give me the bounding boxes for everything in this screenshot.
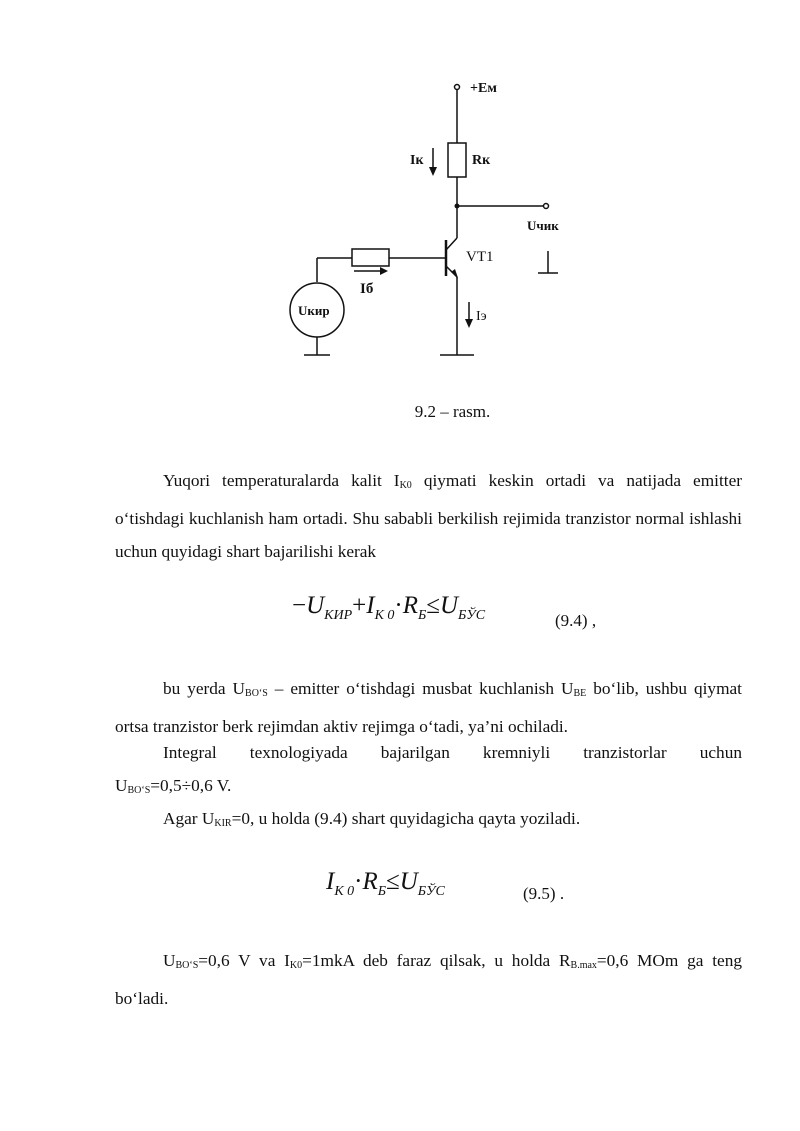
p5-sub-c: B.max — [570, 960, 597, 971]
emitter-arrow-head — [451, 269, 458, 278]
eq2-le: ≤ — [386, 868, 400, 895]
p2-text-b: – emitter o‘tishdagi musbat kuchlanish U — [267, 679, 574, 698]
p3-word-3: bajarilgan — [380, 743, 450, 762]
p1-sub: K0 — [399, 480, 412, 491]
ib-arrow-head — [380, 267, 388, 275]
equation-9-4 — [292, 592, 485, 624]
eq2-i: I — [326, 868, 335, 895]
transistor-collector — [446, 238, 457, 250]
p5-text-c: =1mkA deb faraz qilsak, u holda R — [302, 951, 571, 970]
equation-9-5-number: (9.5) . — [523, 884, 565, 903]
eq1-u2-sub: БЎС — [458, 608, 486, 623]
eq1-r-sub: Б — [417, 608, 427, 623]
output-terminal — [544, 204, 549, 209]
ie-arrow-head — [465, 319, 473, 328]
p5-sub-b: K0 — [289, 960, 303, 971]
eq2-u-sub: БЎС — [417, 884, 445, 899]
p3-l2-text-a: U — [115, 776, 128, 795]
resistor-rk — [448, 143, 466, 177]
p4-text-a: Agar U — [163, 809, 215, 828]
eq2-r: R — [362, 868, 378, 895]
p5-sub-a: BO‘S — [175, 960, 199, 971]
p2-sub-b: BE — [573, 688, 587, 699]
p2-text-a: bu yerda U — [163, 679, 246, 698]
equation-9-5 — [326, 868, 445, 900]
paragraph-2 — [115, 672, 742, 743]
eq1-plus: + — [352, 592, 367, 619]
uout-label: Uчик — [527, 218, 559, 233]
p1-text-b: qiymati keskin ortadi va natijada emitter o‘tishdagi kuchlanish ham ortadi. Shu sababli berkilish rejimida tranzistor normal ishlashi uchun quyidagi shart bajarilishi kerak — [115, 471, 742, 561]
ik-arrow-head — [429, 167, 437, 176]
equation-9-4-number: (9.4) , — [555, 611, 597, 630]
p3-l2-sub: BO‘S — [127, 785, 151, 796]
uin-label: Uкир — [298, 303, 330, 318]
figure-caption: 9.2 – rasm. — [414, 402, 491, 421]
p3-word-2: texnologiyada — [249, 743, 348, 762]
p3-word-5: tranzistorlar — [583, 743, 667, 762]
paragraph-4 — [163, 802, 790, 840]
resistor-rb — [352, 249, 389, 266]
eq1-minus: − — [292, 592, 307, 619]
eq1-u-sub: КИР — [324, 608, 353, 623]
collector-junction — [455, 204, 460, 209]
eq1-i-sub: К 0 — [374, 608, 395, 623]
paragraph-5 — [115, 944, 742, 1015]
paragraph-1 — [115, 464, 742, 568]
eq2-i-sub: К 0 — [334, 884, 355, 899]
eq1-r: R — [402, 592, 418, 619]
eq1-u: U — [306, 592, 325, 619]
supply-terminal — [455, 85, 460, 90]
p4-sub: KIR — [214, 818, 232, 829]
p5-text-b: =0,6 V va I — [198, 951, 290, 970]
eq2-dot: · — [354, 868, 363, 895]
p2-sub-a: BO‘S — [245, 688, 268, 699]
eq1-le: ≤ — [426, 592, 440, 619]
eq2-u: U — [399, 868, 418, 895]
p5-text-d: =0,6 MOm ga teng bo‘ladi. — [115, 951, 742, 1008]
p1-text-a: Yuqori temperaturalarda kalit I — [163, 471, 400, 490]
transistor-switch-circuit — [280, 70, 580, 370]
eq1-dot: · — [394, 592, 403, 619]
p3-word-6: uchun — [699, 743, 742, 762]
p3-l2-text-b: =0,5÷0,6 V. — [150, 776, 232, 795]
p5-text-a: U — [163, 951, 176, 970]
p4-text-b: =0, u holda (9.4) shart quyidagicha qayta yoziladi. — [231, 809, 581, 828]
paragraph-3-line-1 — [163, 736, 742, 769]
eq1-i: I — [366, 592, 375, 619]
p2-text-c: bo‘lib, ushbu qiymat ortsa tranzistor berk rejimdan aktiv rejimga o‘tadi, ya’ni ochiladi. — [115, 679, 742, 736]
ib-label: Iб — [360, 281, 374, 297]
supply-label: +Eм — [470, 81, 497, 96]
p3-word-1: Integral — [163, 743, 217, 762]
p3-word-4: kremniyli — [482, 743, 551, 762]
transistor-label: VT1 — [466, 249, 494, 265]
ie-label: Iэ — [476, 309, 487, 324]
rk-label: Rк — [472, 153, 491, 168]
ik-label: Iк — [410, 153, 424, 168]
eq1-u2: U — [439, 592, 459, 619]
eq2-r-sub: Б — [377, 884, 386, 899]
